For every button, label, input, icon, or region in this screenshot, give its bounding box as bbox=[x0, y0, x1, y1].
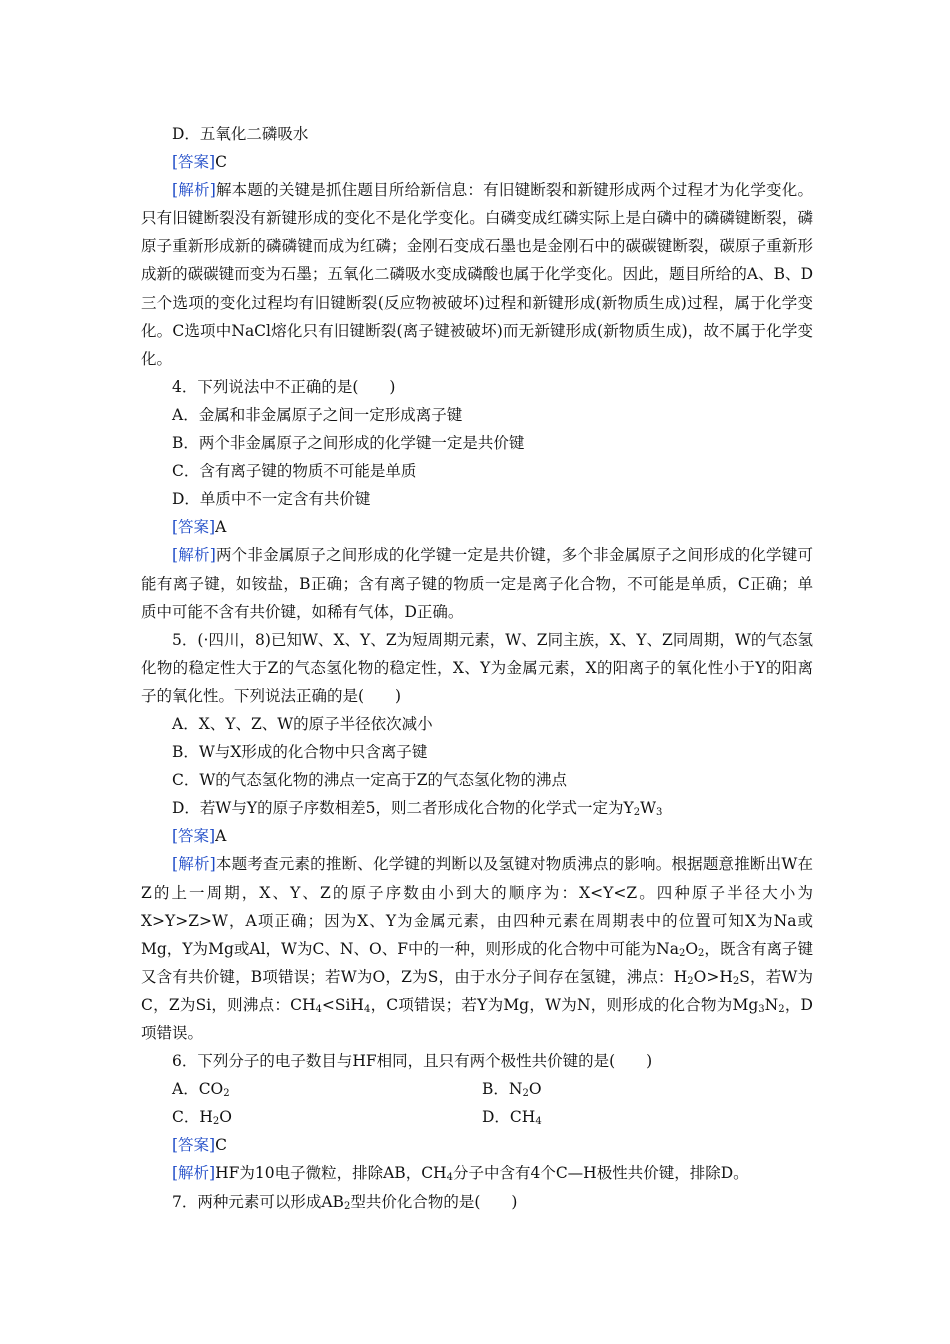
option-text: W bbox=[640, 799, 656, 818]
q5-analysis bbox=[141, 850, 813, 1047]
subscript: 4 bbox=[535, 1116, 542, 1128]
q4-answer bbox=[141, 513, 813, 541]
analysis-text: HF为10电子微粒，排除AB，CH bbox=[215, 1164, 447, 1183]
answer-value: C bbox=[215, 1136, 227, 1155]
option-text: O bbox=[219, 1108, 232, 1127]
analysis-text: 分子中含有4个C—H极性共价键，排除D。 bbox=[452, 1164, 749, 1183]
subscript: 4 bbox=[315, 1003, 322, 1015]
answer-value: C bbox=[215, 153, 227, 172]
q4-option-d: D．单质中不一定含有共价键 bbox=[172, 490, 371, 509]
answer-tag: [答案] bbox=[172, 518, 216, 537]
subscript: 2 bbox=[633, 807, 641, 819]
analysis-text: O>H bbox=[693, 967, 733, 986]
option-text: D．若W与Y的原子序数相差5，则二者形成化合物的化学式一定为Y bbox=[172, 799, 634, 818]
q6-options-row-1 bbox=[141, 1075, 813, 1103]
analysis-text: O bbox=[685, 939, 699, 958]
q4-option-b: B．两个非金属原子之间形成的化学键一定是共价键 bbox=[172, 434, 525, 453]
q6-option-c bbox=[141, 1103, 482, 1131]
q3-answer bbox=[141, 148, 813, 176]
q5-option-d bbox=[141, 794, 813, 822]
subscript: 2 bbox=[732, 975, 740, 987]
analysis-text: ，D项错误。 bbox=[141, 995, 813, 1042]
q5-option-b: B．W与X形成的化合物中只含离子键 bbox=[172, 743, 428, 762]
subscript: 4 bbox=[446, 1172, 453, 1184]
subscript: 4 bbox=[363, 1003, 371, 1015]
q3-analysis bbox=[141, 176, 813, 373]
answer-value: A bbox=[215, 518, 227, 537]
answer-value: A bbox=[215, 827, 227, 846]
analysis-text: <SiH bbox=[321, 995, 364, 1014]
stem-text: 型共价化合物的是( ) bbox=[350, 1192, 518, 1211]
q5-stem: 5．(·四川，8)已知W、X、Y、Z为短周期元素，W、Z同主族，X、Y、Z同周期，W的气态氢化物的稳定性大于Z的气态氢化物的稳定性，X、Y为金属元素，X的阳离子的氧化性小于Y的阳离子的氧化性。下列说法正确的是( ) bbox=[141, 630, 813, 705]
q6-answer bbox=[141, 1131, 813, 1159]
q6-stem: 6．下列分子的电子数目与HF相同，且只有两个极性共价键的是( ) bbox=[172, 1052, 653, 1071]
q3-option-d: D．五氧化二磷吸水 bbox=[172, 125, 309, 143]
option-text: B．N bbox=[482, 1080, 523, 1099]
subscript: 3 bbox=[656, 807, 663, 819]
answer-tag: [答案] bbox=[172, 1136, 216, 1155]
option-text: D．CH bbox=[482, 1108, 536, 1127]
subscript: 2 bbox=[678, 947, 686, 959]
q5-answer bbox=[141, 822, 813, 850]
analysis-text: 解本题的关键是抓住题目所给新信息：有旧键断裂和新键形成两个过程才为化学变化。只有旧键断裂没有新键形成的变化不是化学变化。白磷变成红磷实际上是白磷中的磷磷键断裂，磷原子重新形成新的磷磷键而成为红磷；金刚石变成石墨也是金刚石中的碳碳键断裂，碳原子重新形成新的碳碳键而变为石墨；五氧化二磷吸水变成磷酸也属于化学变化。因此，题目所给的A、B、D三个选项的变化过程均有旧键断裂(反应物被破坏)过程和新键形成(新物质生成)过程，属于化学变化。C选项中NaCl熔化只有旧键断裂(离子键被破坏)而无新键形成(新物质生成)，故不属于化学变化。 bbox=[141, 181, 813, 368]
analysis-tag: [解析] bbox=[172, 546, 216, 565]
q6-option-b bbox=[482, 1075, 792, 1103]
analysis-tag: [解析] bbox=[172, 855, 216, 874]
subscript: 3 bbox=[758, 1003, 765, 1015]
option-text: O bbox=[528, 1080, 542, 1099]
stem-text: 7．两种元素可以形成AB bbox=[172, 1192, 344, 1211]
q4-stem: 4．下列说法中不正确的是( ) bbox=[172, 377, 396, 396]
analysis-tag: [解析] bbox=[172, 181, 216, 200]
subscript: 2 bbox=[223, 1088, 230, 1100]
option-text: A．CO bbox=[172, 1080, 224, 1099]
q4-option-c: C．含有离子键的物质不可能是单质 bbox=[172, 462, 417, 481]
subscript: 2 bbox=[778, 1003, 785, 1015]
analysis-text: S，若W为C，Z为Si，则沸点：CH bbox=[141, 967, 813, 1014]
answer-tag: [答案] bbox=[172, 153, 216, 172]
analysis-text: ，C项错误；若Y为Mg，W为N，则形成的化合物为Mg bbox=[370, 995, 759, 1014]
subscript: 2 bbox=[343, 1200, 351, 1212]
analysis-text: 两个非金属原子之间形成的化学键一定是共价键，多个非金属原子之间形成的化学键可能有离子键，如铵盐，B正确；含有离子键的物质一定是离子化合物，不可能是单质，C正确；单质中可能不含有共价键，如稀有气体，D正确。 bbox=[141, 546, 813, 621]
q4-option-a: A．金属和非金属原子之间一定形成离子键 bbox=[172, 405, 463, 424]
q5-option-a: A．X、Y、Z、W的原子半径依次减小 bbox=[172, 714, 433, 733]
q4-analysis bbox=[141, 541, 813, 625]
option-text: C．H bbox=[172, 1108, 213, 1127]
analysis-text: 本题考查元素的推断、化学键的判断以及氢键对物质沸点的影响。根据题意推断出W在Z的上一周期，X、Y、Z的原子序数由小到大的顺序为：X<Y<Z。四种原子半径大小为X>Y>Z>W，A项正确；因为X、Y为金属元素，由四种元素在周期表中的位置可知X为Na或Mg，Y为Mg或Al，W为C、N、O、F中的一种，则形成的化合物中可能为Na bbox=[141, 855, 813, 958]
answer-tag: [答案] bbox=[172, 827, 216, 846]
q6-option-a bbox=[141, 1075, 482, 1103]
q5-option-c: C．W的气态氢化物的沸点一定高于Z的气态氢化物的沸点 bbox=[172, 771, 568, 790]
analysis-tag: [解析] bbox=[172, 1164, 216, 1183]
q7-stem bbox=[141, 1188, 813, 1216]
q6-options-row-2 bbox=[141, 1103, 813, 1131]
subscript: 2 bbox=[698, 947, 705, 959]
subscript: 2 bbox=[212, 1116, 220, 1128]
subscript: 2 bbox=[687, 975, 694, 987]
subscript: 2 bbox=[522, 1088, 529, 1100]
q6-analysis bbox=[141, 1159, 813, 1187]
analysis-text: N bbox=[764, 995, 779, 1014]
analysis-text: ，既含有离子键又含有共价键，B项错误；若W为O，Z为S，由于水分子间存在氢键，沸点：H bbox=[141, 939, 813, 986]
q6-option-d bbox=[482, 1103, 792, 1131]
document-body bbox=[141, 120, 813, 1216]
